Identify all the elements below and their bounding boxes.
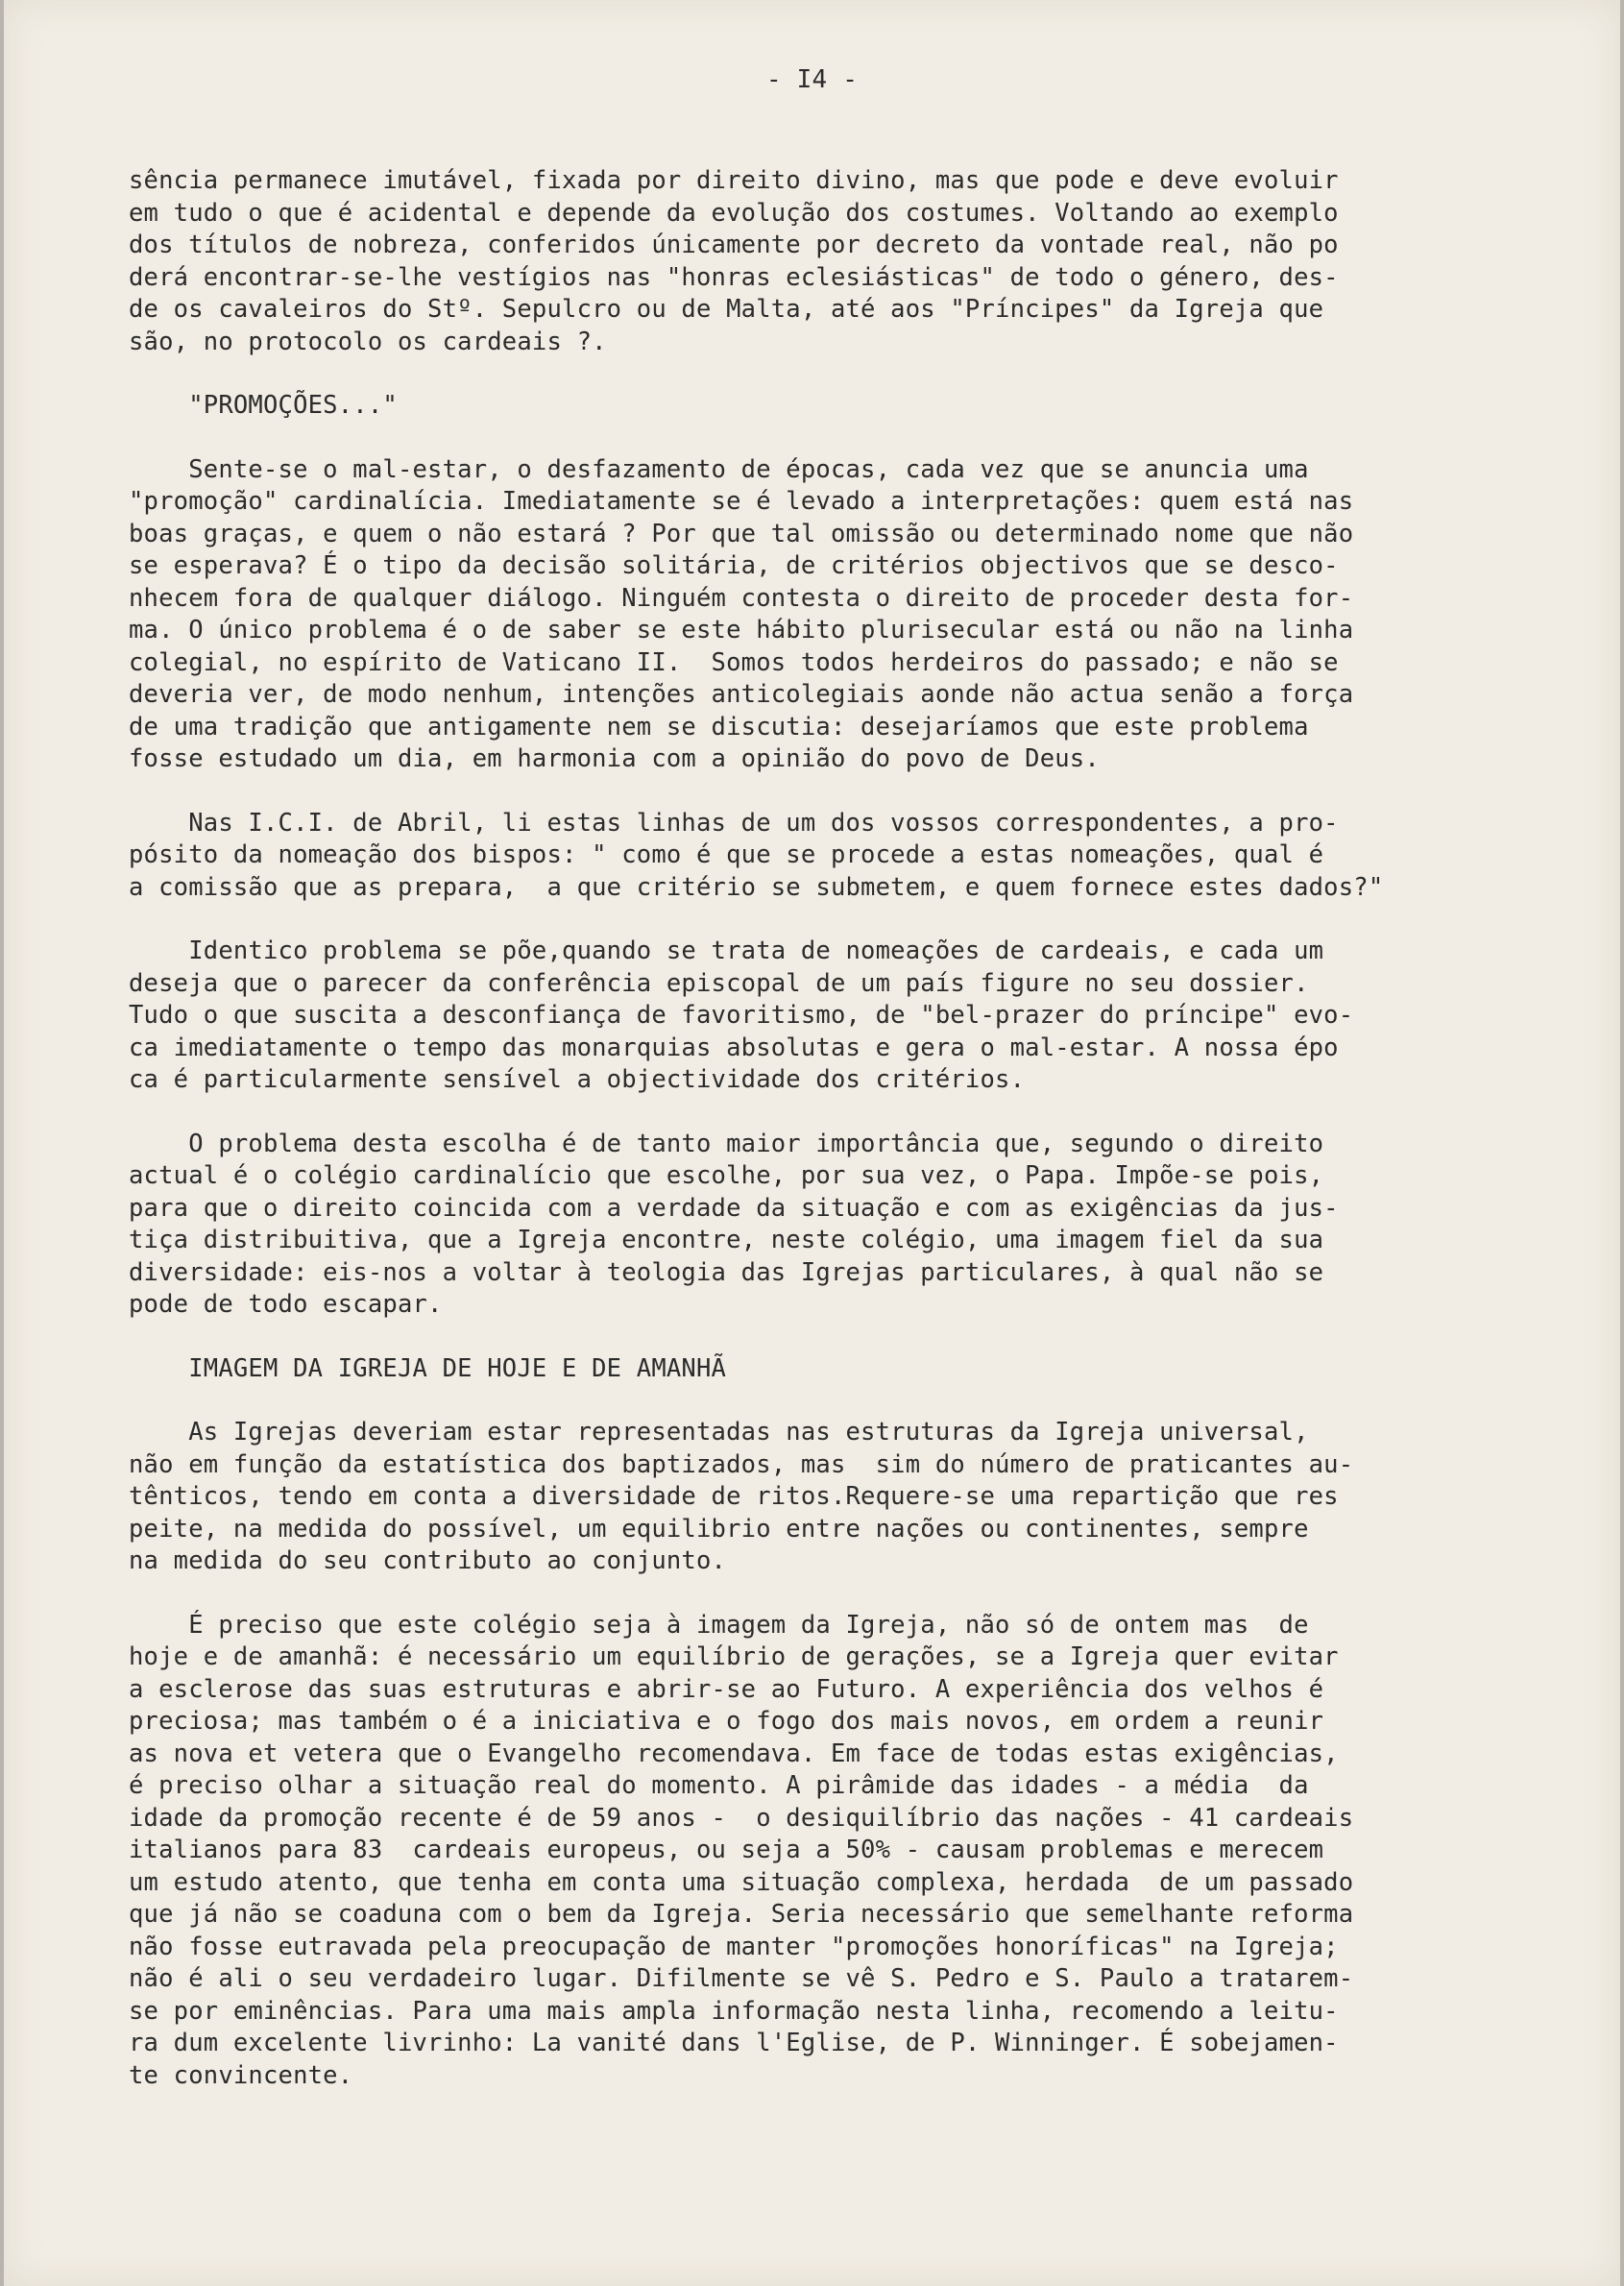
document-page — [4, 0, 1620, 2286]
text-line: Nas I.C.I. de Abril, li estas linhas de um dos vossos correspondentes, a pro- — [129, 808, 1339, 838]
text-line: ra dum excelente livrinho: La vanité dans l'Eglise, de P. Winninger. É sobejamen- — [129, 2029, 1339, 2057]
text-line: ma. O único problema é o de saber se este hábito plurisecular está ou não na linha — [129, 616, 1354, 644]
text-line: de os cavaleiros do Stº. Sepulcro ou de Malta, até aos "Príncipes" da Igreja que — [129, 295, 1324, 324]
text-line: fosse estudado um dia, em harmonia com a opinião do povo de Deus. — [129, 744, 1100, 773]
text-line: ca é particularmente sensível a objectividade dos critérios. — [129, 1065, 1026, 1094]
paragraph-preciso — [129, 1610, 1435, 2093]
text-line: pode de todo escapar. — [129, 1290, 443, 1319]
text-line: um estudo atento, que tenha em conta uma situação complexa, herdada de um passado — [129, 1867, 1354, 1897]
text-line: ca imediatamente o tempo das monarquias absolutas e gera o mal-estar. A nossa épo — [129, 1033, 1339, 1062]
section-heading: IMAGEM DA IGREJA DE HOJE E DE AMANHÃ — [129, 1353, 727, 1383]
text-line: O problema desta escolha é de tanto maior importância que, segundo o direito — [129, 1129, 1324, 1158]
text-line: diversidade: eis-nos a voltar à teologia das Igrejas particulares, à qual não se — [129, 1257, 1324, 1287]
text-line: idade da promoção recente é de 59 anos - o desiquilíbrio das nações - 41 cardeais — [129, 1803, 1354, 1833]
text-line: na medida do seu contributo ao conjunto. — [129, 1546, 727, 1575]
paragraph-ici — [129, 808, 1435, 905]
text-line: As Igrejas deveriam estar representadas nas estruturas da Igreja universal, — [129, 1418, 1309, 1447]
text-line: de uma tradição que antigamente nem se discutia: desejaríamos que este problema — [129, 712, 1309, 742]
text-line: são, no protocolo os cardeais ?. — [129, 327, 607, 356]
text-line: não é ali o seu verdadeiro lugar. Difilmente se vê S. Pedro e S. Paulo a tratarem- — [129, 1964, 1354, 1993]
paragraph-igrejas — [129, 1417, 1435, 1578]
text-line: não fosse eutravada pela preocupação de manter "promoções honoríficas" na Igreja; — [129, 1932, 1339, 1961]
text-line: preciosa; mas também o é a iniciativa e o fogo dos mais novos, em ordem a reunir — [129, 1707, 1324, 1736]
text-line: dos títulos de nobreza, conferidos únicamente por decreto da vontade real, não po — [129, 231, 1339, 259]
text-line: a comissão que as prepara, a que critério se submetem, e quem fornece estes dados?" — [129, 872, 1384, 902]
text-line: Tudo o que suscita a desconfiança de favoritismo, de "bel-prazer do príncipe" evo- — [129, 1001, 1354, 1030]
text-line: se esperava? É o tipo da decisão solitária, de critérios objectivos que se desco- — [129, 551, 1339, 580]
text-line: em tudo o que é acidental e depende da evolução dos costumes. Voltando ao exemplo — [129, 198, 1339, 228]
section-heading-imagem — [129, 1353, 1435, 1386]
text-line: boas graças, e quem o não estará ? Por que tal omissão ou determinado nome que não — [129, 519, 1354, 548]
paragraph-mal-estar — [129, 454, 1435, 776]
paragraph-identico — [129, 936, 1435, 1097]
text-line: "promoção" cardinalícia. Imediatamente se é levado a interpretações: quem está nas — [129, 487, 1354, 516]
text-line: te convincente. — [129, 2060, 353, 2090]
text-line: deseja que o parecer da conferência episcopal de um país figure no seu dossier. — [129, 968, 1309, 998]
text-line: a esclerose das suas estruturas e abrir-se ao Futuro. A experiência dos velhos é — [129, 1674, 1324, 1704]
text-line: as nova et vetera que o Evangelho recomendava. Em face de todas estas exigências, — [129, 1739, 1339, 1768]
text-line: que já não se coaduna com o bem da Igreja. Seria necessário que semelhante reforma — [129, 1900, 1354, 1929]
page-number: - I4 - — [765, 65, 859, 94]
paragraph-escolha — [129, 1129, 1435, 1322]
text-line: peite, na medida do possível, um equilibrio entre nações ou continentes, sempre — [129, 1514, 1309, 1544]
text-line: tênticos, tendo em conta a diversidade de ritos.Requere-se uma repartição que res — [129, 1482, 1339, 1511]
text-line: É preciso que este colégio seja à imagem da Igreja, não só de ontem mas de — [129, 1610, 1309, 1640]
text-line: nhecem fora de qualquer diálogo. Ninguém contesta o direito de proceder desta for- — [129, 583, 1354, 613]
text-line: deveria ver, de modo nenhum, intenções anticolegiais aonde não actua senão a força — [129, 680, 1354, 709]
text-line: tiça distribuitiva, que a Igreja encontre, neste colégio, uma imagem fiel da sua — [129, 1226, 1324, 1254]
text-line: colegial, no espírito de Vaticano II. Somos todos herdeiros do passado; e não se — [129, 647, 1339, 677]
text-line: Identico problema se põe,quando se trata de nomeações de cardeais, e cada um — [129, 936, 1324, 965]
text-line: para que o direito coincida com a verdade da situação e com as exigências da jus- — [129, 1193, 1339, 1223]
text-line: Sente-se o mal-estar, o desfazamento de épocas, cada vez que se anuncia uma — [129, 454, 1309, 484]
text-line: derá encontrar-se-lhe vestígios nas "honras eclesiásticas" de todo o género, des- — [129, 262, 1339, 292]
document-body — [129, 165, 1435, 2092]
paragraph-intro — [129, 165, 1435, 358]
text-line: hoje e de amanhã: é necessário um equilíbrio de gerações, se a Igreja quer evitar — [129, 1642, 1339, 1671]
text-line: italianos para 83 cardeais europeus, ou seja a 50% - causam problemas e merecem — [129, 1836, 1324, 1864]
text-line: se por eminências. Para uma mais ampla informação nesta linha, recomendo a leitu- — [129, 1996, 1339, 2026]
text-line: pósito da nomeação dos bispos: " como é que se procede a estas nomeações, qual é — [129, 840, 1324, 869]
section-heading: "PROMOÇÕES..." — [129, 391, 398, 420]
text-line: não em função da estatística dos baptizados, mas sim do número de praticantes au- — [129, 1449, 1354, 1479]
text-line: actual é o colégio cardinalício que escolhe, por sua vez, o Papa. Impõe-se pois, — [129, 1161, 1324, 1190]
text-line: sência permanece imutável, fixada por direito divino, mas que pode e deve evoluir — [129, 166, 1339, 195]
section-heading-promocoes — [129, 390, 1435, 423]
text-line: é preciso olhar a situação real do momento. A pirâmide das idades - a média da — [129, 1771, 1309, 1800]
